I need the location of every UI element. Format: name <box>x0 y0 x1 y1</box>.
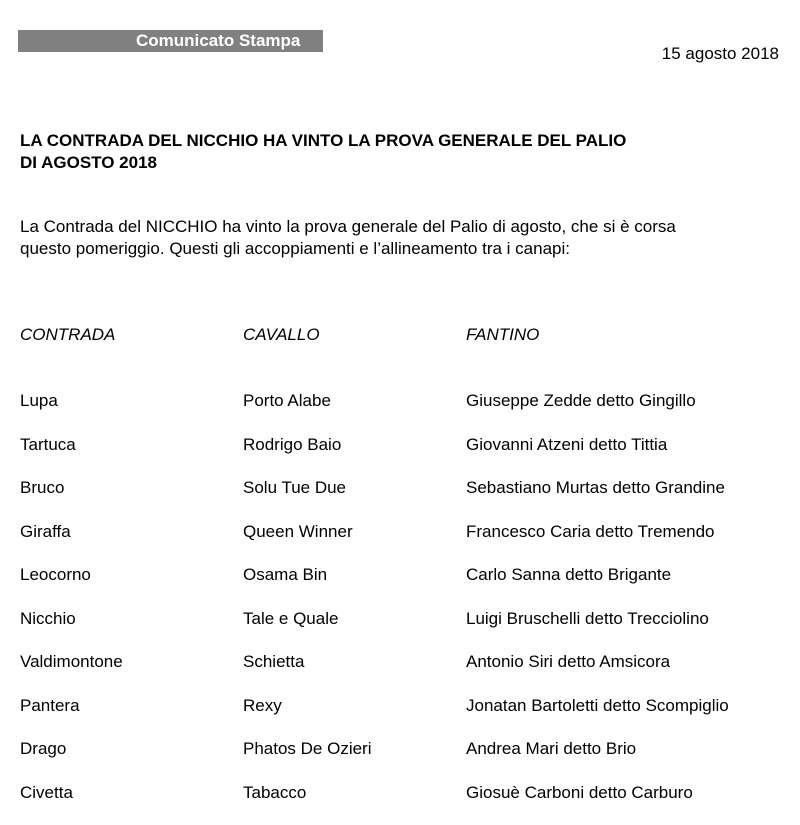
lineup-table <box>20 324 790 825</box>
cell-cavallo: Tale e Quale <box>243 608 339 628</box>
release-date: 15 agosto 2018 <box>661 44 779 63</box>
cell-contrada: Lupa <box>20 391 58 410</box>
cell-contrada: Giraffa <box>20 521 71 541</box>
cell-contrada: Tartuca <box>20 434 76 454</box>
cell-cavallo: Phatos De Ozieri <box>243 739 372 758</box>
cell-contrada: Leocorno <box>20 565 91 584</box>
article-title <box>20 130 740 174</box>
cell-contrada: Civetta <box>20 782 73 802</box>
cell-fantino: Giosuè Carboni detto Carburo <box>466 782 693 802</box>
table-row <box>20 434 790 456</box>
cell-cavallo: Solu Tue Due <box>243 478 347 497</box>
table-row <box>20 390 790 412</box>
cell-cavallo: Tabacco <box>243 782 307 802</box>
cell-fantino: Giuseppe Zedde detto Gingillo <box>466 391 696 410</box>
table-row <box>20 521 790 543</box>
table-row <box>20 651 790 673</box>
cell-fantino: Jonatan Bartoletti detto Scompiglio <box>466 695 729 715</box>
header-contrada: CONTRADA <box>20 325 116 344</box>
cell-contrada: Drago <box>20 739 67 758</box>
cell-fantino: Luigi Bruschelli detto Trecciolino <box>466 608 709 628</box>
cell-cavallo: Porto Alabe <box>243 391 331 410</box>
cell-cavallo: Queen Winner <box>243 521 353 541</box>
cell-fantino: Sebastiano Murtas detto Grandine <box>466 478 725 497</box>
cell-fantino: Antonio Siri detto Amsicora <box>466 652 671 671</box>
intro-paragraph <box>20 216 780 260</box>
cell-cavallo: Schietta <box>243 652 305 671</box>
cell-contrada: Valdimontone <box>20 652 123 671</box>
intro-line-2: questo pomeriggio. Questi gli accoppiamenti e l’allineamento tra i canapi: <box>20 239 570 258</box>
table-row <box>20 738 790 760</box>
cell-fantino: Giovanni Atzeni detto Tittia <box>466 434 668 454</box>
table-header-row <box>20 324 790 346</box>
press-release-badge: Comunicato Stampa <box>18 30 323 52</box>
cell-contrada: Nicchio <box>20 608 76 628</box>
cell-cavallo: Osama Bin <box>243 565 328 584</box>
title-line-2: DI AGOSTO 2018 <box>20 153 157 172</box>
cell-fantino: Francesco Caria detto Tremendo <box>466 521 715 541</box>
table-row <box>20 564 790 586</box>
cell-fantino: Carlo Sanna detto Brigante <box>466 565 672 584</box>
cell-contrada: Bruco <box>20 478 65 497</box>
table-row <box>20 477 790 499</box>
intro-line-1: La Contrada del NICCHIO ha vinto la prova generale del Palio di agosto, che si è corsa <box>20 217 676 236</box>
title-line-1: LA CONTRADA DEL NICCHIO HA VINTO LA PROVA GENERALE DEL PALIO <box>20 131 627 150</box>
table-row <box>20 608 790 630</box>
cell-cavallo: Rexy <box>243 695 282 715</box>
cell-cavallo: Rodrigo Baio <box>243 434 342 454</box>
header-cavallo: CAVALLO <box>243 325 320 344</box>
table-row <box>20 695 790 717</box>
cell-contrada: Pantera <box>20 695 80 715</box>
cell-fantino: Andrea Mari detto Brio <box>466 739 637 758</box>
table-row <box>20 782 790 804</box>
header-fantino: FANTINO <box>466 325 540 344</box>
